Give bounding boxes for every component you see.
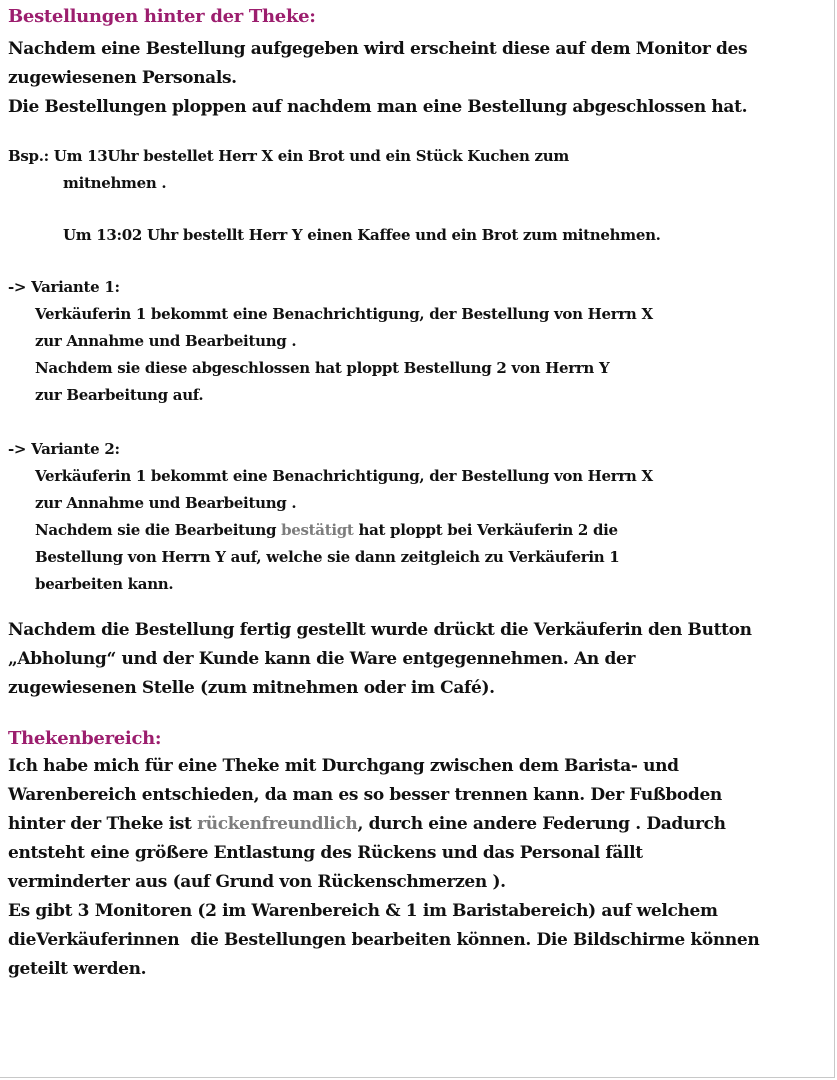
paragraph-line: zugewiesenen Personals. (8, 68, 237, 88)
variant-2-line: Verkäuferin 1 bekommt eine Benachrichtigung, der Bestellung von Herrn X (35, 467, 653, 485)
section-heading-orders: Bestellungen hinter der Theke: (8, 6, 316, 27)
pickup-line: „Abholung“ und der Kunde kann die Ware entgegennehmen. An der (8, 649, 636, 669)
paragraph-line: Nachdem eine Bestellung aufgegeben wird erscheint diese auf dem Monitor des (8, 39, 748, 59)
highlighted-word: rückenfreundlich (197, 814, 358, 834)
variant-2-line: Bestellung von Herrn Y auf, welche sie dann zeitgleich zu Verkäuferin 1 (35, 548, 620, 566)
variant-1-line: Nachdem sie diese abgeschlossen hat ploppt Bestellung 2 von Herrn Y (35, 359, 610, 377)
pickup-line: Nachdem die Bestellung fertig gestellt wurde drückt die Verkäuferin den Button (8, 620, 752, 640)
counter-line: Warenbereich entschieden, da man es so besser trennen kann. Der Fußboden (8, 785, 722, 805)
counter-line: dieVerkäuferinnen die Bestellungen bearbeiten können. Die Bildschirme können (8, 930, 760, 950)
variant-2-line: bearbeiten kann. (35, 575, 174, 593)
counter-line: Ich habe mich für eine Theke mit Durchgang zwischen dem Barista- und (8, 756, 679, 776)
text-segment: hinter der Theke ist (8, 814, 198, 834)
counter-line: Es gibt 3 Monitoren (2 im Warenbereich & 1 im Baristabereich) auf welchem (8, 901, 718, 921)
text-segment: , durch eine andere Federung . Dadurch (357, 814, 726, 834)
counter-line: geteilt werden. (8, 959, 147, 979)
text-segment: Nachdem sie die Bearbeitung (35, 521, 282, 539)
counter-line: entsteht eine größere Entlastung des Rückens und das Personal fällt (8, 843, 643, 863)
paragraph-line: Die Bestellungen ploppen auf nachdem man eine Bestellung abgeschlossen hat. (8, 97, 748, 117)
example-line: mitnehmen . (63, 174, 167, 192)
example-line: Bsp.: Um 13Uhr bestellet Herr X ein Brot und ein Stück Kuchen zum (8, 147, 569, 165)
variant-2-line (8, 517, 834, 544)
counter-line: verminderter aus (auf Grund von Rückenschmerzen ). (8, 872, 506, 892)
pickup-line: zugewiesenen Stelle (zum mitnehmen oder im Café). (8, 678, 495, 698)
variant-2-line: zur Annahme und Bearbeitung . (35, 494, 297, 512)
text-segment: hat ploppt bei Verkäuferin 2 die (353, 521, 618, 539)
variant-1-line: zur Bearbeitung auf. (35, 386, 204, 404)
highlighted-word: bestätigt (281, 521, 354, 539)
counter-line (8, 810, 834, 839)
section-heading-counter: Thekenbereich: (8, 728, 162, 749)
variant-1-label: -> Variante 1: (8, 278, 120, 296)
variant-1-line: zur Annahme und Bearbeitung . (35, 332, 297, 350)
variant-1-line: Verkäuferin 1 bekommt eine Benachrichtigung, der Bestellung von Herrn X (35, 305, 653, 323)
example-line: Um 13:02 Uhr bestellt Herr Y einen Kaffee und ein Brot zum mitnehmen. (63, 226, 661, 244)
variant-2-label: -> Variante 2: (8, 440, 120, 458)
